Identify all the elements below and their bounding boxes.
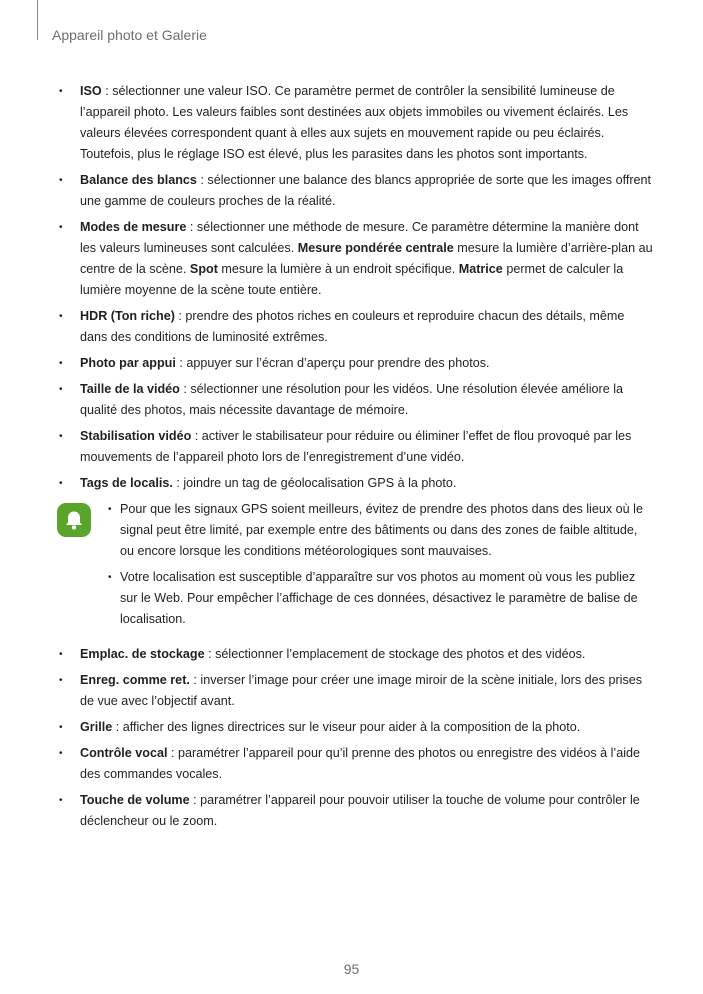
description: sélectionner une résolution pour les vidéos. Une résolution élevée améliore la qualité des photos, mais nécessite davantage de mémoire. bbox=[80, 382, 623, 417]
description: appuyer sur l’écran d’aperçu pour prendre des photos. bbox=[186, 356, 490, 370]
description: inverser l’image pour créer une image miroir de la scène initiale, lors des prises de vue avec l’objectif avant. bbox=[80, 673, 643, 708]
list-item-tap-to-take bbox=[58, 353, 653, 374]
bullet: • bbox=[59, 431, 63, 442]
bullet: • bbox=[59, 175, 63, 186]
list-item-save-as-flipped bbox=[58, 670, 653, 712]
bullet: • bbox=[59, 795, 63, 806]
description: mesure la lumière d’arrière-plan au centre de la scène. bbox=[80, 241, 653, 276]
bullet: • bbox=[108, 504, 112, 515]
bullet: • bbox=[59, 649, 63, 660]
bullet: • bbox=[59, 311, 63, 322]
term: Emplac. de stockage bbox=[80, 647, 205, 661]
term: Stabilisation vidéo bbox=[80, 429, 192, 443]
bullet: • bbox=[108, 572, 112, 583]
separator: : bbox=[112, 720, 123, 734]
separator: : bbox=[174, 309, 186, 323]
header-rule bbox=[37, 0, 38, 40]
list-item-video-size bbox=[58, 379, 653, 421]
term: Grille bbox=[80, 720, 113, 734]
term: Spot bbox=[189, 262, 218, 276]
list-item-metering-modes bbox=[58, 217, 653, 301]
bullet: • bbox=[59, 86, 63, 97]
term: Tags de localis. bbox=[80, 476, 173, 490]
document-body bbox=[58, 81, 653, 837]
description: activer le stabilisateur pour réduire ou éliminer l’effet de flou provoqué par les mouvements de l’appareil photo lors de l’enregistrement d’une vidéo. bbox=[80, 429, 632, 464]
note-item bbox=[108, 499, 653, 562]
list-item-voice-control bbox=[58, 743, 653, 785]
bullet: • bbox=[59, 722, 63, 733]
description: sélectionner une balance des blancs appropriée de sorte que les images offrent une gamme de couleurs proches de la réalité. bbox=[80, 173, 652, 208]
description: prendre des photos riches en couleurs et reproduire chacun des détails, même dans des conditions de luminosité extrêmes. bbox=[80, 309, 625, 344]
description: permet de calculer la lumière moyenne de la scène toute entière. bbox=[80, 262, 624, 297]
description: joindre un tag de géolocalisation GPS à la photo. bbox=[183, 476, 457, 490]
term: Contrôle vocal bbox=[80, 746, 168, 760]
term: ISO bbox=[80, 84, 102, 98]
list-item-storage-location bbox=[58, 644, 653, 665]
term: Enreg. comme ret. bbox=[80, 673, 190, 687]
list-item-iso bbox=[58, 81, 653, 165]
bullet: • bbox=[59, 675, 63, 686]
list-item-grid bbox=[58, 717, 653, 738]
description: paramétrer l’appareil pour qu’il prenne des photos ou enregistre des vidéos à l’aide des commandes vocales. bbox=[80, 746, 641, 781]
description: paramétrer l’appareil pour pouvoir utiliser la touche de volume pour contrôler le déclencheur ou le zoom. bbox=[80, 793, 640, 828]
bullet: • bbox=[59, 748, 63, 759]
term: Modes de mesure bbox=[80, 220, 187, 234]
note-text: Votre localisation est susceptible d’apparaître sur vos photos au moment où vous les publiez sur le Web. Pour empêcher l’affichage de ces données, désactivez le paramètre de balise de localisation. bbox=[120, 570, 638, 626]
page-header-title: Appareil photo et Galerie bbox=[52, 27, 207, 43]
term: Taille de la vidéo bbox=[80, 382, 180, 396]
separator: : bbox=[172, 476, 184, 490]
description: sélectionner une valeur ISO. Ce paramètre permet de contrôler la sensibilité lumineuse de l’appareil photo. Les valeurs faibles sont destinées aux objets immobiles ou vivement éclairés. Les valeurs élevées correspondent quant à elles aux sujets en mouvement rapide ou peu éclairés. Toutefois, plus le réglage ISO est élevé, plus les parasites dans les photos sont importants. bbox=[80, 84, 629, 161]
note-box bbox=[58, 499, 653, 630]
bullet: • bbox=[59, 358, 63, 369]
description: sélectionner l’emplacement de stockage des photos et des vidéos. bbox=[215, 647, 586, 661]
list-item-video-stabilisation bbox=[58, 426, 653, 468]
list-item-volume-key bbox=[58, 790, 653, 832]
note-text: Pour que les signaux GPS soient meilleurs, évitez de prendre des photos dans des lieux où le signal peut être limité, par exemple entre des bâtiments ou dans des zones de faible altitude, ou encore lorsque les conditions météorologiques sont mauvaises. bbox=[120, 502, 643, 558]
note-item bbox=[108, 567, 653, 630]
separator: : bbox=[175, 356, 187, 370]
description: mesure la lumière à un endroit spécifique. bbox=[217, 262, 459, 276]
bell-icon-graphic bbox=[64, 509, 84, 531]
separator: : bbox=[189, 673, 201, 687]
separator: : bbox=[204, 647, 216, 661]
bullet: • bbox=[59, 478, 63, 489]
separator: : bbox=[101, 84, 113, 98]
term: Balance des blancs bbox=[80, 173, 197, 187]
separator: : bbox=[167, 746, 178, 760]
term: HDR (Ton riche) bbox=[80, 309, 175, 323]
bell-icon bbox=[57, 503, 91, 537]
separator: : bbox=[196, 173, 208, 187]
description: sélectionner une méthode de mesure. Ce paramètre détermine la manière dont les valeurs lumineuses sont calculées. bbox=[80, 220, 639, 255]
term: Photo par appui bbox=[80, 356, 176, 370]
bullet: • bbox=[59, 222, 63, 233]
separator: : bbox=[191, 429, 202, 443]
separator: : bbox=[189, 793, 201, 807]
term: Mesure pondérée centrale bbox=[297, 241, 454, 255]
term: Matrice bbox=[458, 262, 503, 276]
term: Touche de volume bbox=[80, 793, 190, 807]
list-item-white-balance bbox=[58, 170, 653, 212]
bullet: • bbox=[59, 384, 63, 395]
page-number: 95 bbox=[343, 961, 360, 977]
list-item-hdr bbox=[58, 306, 653, 348]
separator: : bbox=[186, 220, 197, 234]
description: afficher des lignes directrices sur le viseur pour aider à la composition de la photo. bbox=[122, 720, 581, 734]
separator: : bbox=[179, 382, 191, 396]
list-item-location-tags bbox=[58, 473, 653, 494]
